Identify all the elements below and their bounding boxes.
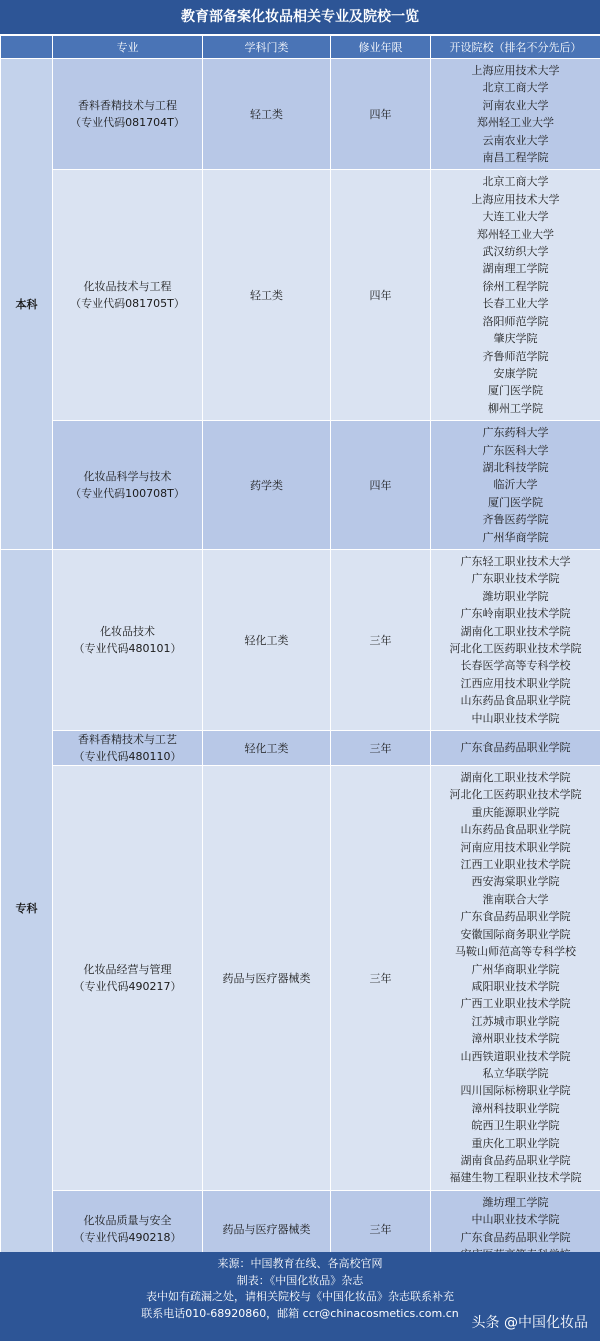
school-item: 河北化工医药职业技术学院	[449, 788, 582, 802]
school-item: 潍坊理工学院	[482, 1195, 549, 1209]
header-major: 专业	[53, 36, 203, 59]
major-name: 化妆品科学与技术	[83, 470, 172, 484]
major-code: （专业代码100708T）	[70, 487, 185, 501]
footer-contact: 联系电话010-68920860，邮箱 ccr@chinacosmetics.com.cn	[141, 1306, 459, 1320]
table-row	[1, 731, 600, 766]
school-item: 马鞍山师范高等专科学校	[455, 945, 576, 959]
table-row	[1, 549, 600, 730]
header-schools: 开设院校（排名不分先后）	[431, 36, 600, 59]
school-item: 北京工商大学	[482, 175, 549, 189]
schools-cell	[431, 731, 600, 766]
school-item: 广东食品药品职业学院	[460, 741, 571, 755]
school-item: 广东岭南职业技术学院	[460, 607, 571, 621]
school-item: 西安海棠职业学院	[471, 875, 560, 889]
years-cell: 四年	[331, 170, 431, 421]
school-item: 山东药品食品职业学院	[460, 694, 571, 708]
years-cell: 三年	[331, 731, 431, 766]
major-cell	[53, 766, 203, 1191]
school-item: 山东药品食品职业学院	[460, 823, 571, 837]
level-cell: 本科	[1, 59, 53, 550]
school-item: 江苏城市职业学院	[471, 1014, 560, 1028]
school-item: 大连工业大学	[482, 210, 549, 224]
major-code: （专业代码081705T）	[70, 297, 185, 311]
schools-cell	[431, 766, 600, 1191]
school-item: 湖南化工职业技术学院	[460, 771, 571, 785]
header-level-spacer	[1, 36, 53, 59]
major-code: （专业代码490217）	[73, 979, 182, 993]
years-cell: 三年	[331, 766, 431, 1191]
school-item: 湖南食品药品职业学院	[460, 1153, 571, 1167]
school-item: 上海应用技术大学	[471, 64, 560, 77]
school-item: 广西工业职业技术学院	[460, 997, 571, 1011]
school-item: 福建生物工程职业技术学院	[449, 1171, 582, 1185]
school-item: 江西工业职业技术学院	[460, 858, 571, 872]
school-item: 洛阳师范学院	[482, 314, 549, 328]
major-name: 化妆品技术	[100, 625, 155, 638]
category-cell: 药品与医疗器械类	[203, 766, 331, 1191]
majors-table	[0, 35, 600, 1267]
category-cell: 轻工类	[203, 59, 331, 170]
category-cell: 药学类	[203, 421, 331, 550]
major-name: 香料香精技术与工程	[78, 99, 177, 113]
school-item: 齐鲁师范学院	[482, 349, 549, 363]
school-item: 广东食品药品职业学院	[460, 1230, 571, 1244]
school-item: 江西应用技术职业学院	[460, 676, 571, 690]
major-code: （专业代码480101）	[73, 642, 182, 655]
footer	[0, 1252, 600, 1341]
table-row	[1, 59, 600, 170]
schools-cell	[431, 59, 600, 170]
school-item: 长春工业大学	[482, 297, 549, 311]
school-item: 临沂大学	[493, 478, 538, 492]
school-item: 徐州工程学院	[482, 279, 549, 293]
years-cell: 四年	[331, 421, 431, 550]
major-cell	[53, 421, 203, 550]
table-row	[1, 421, 600, 550]
school-item: 郑州轻工业大学	[477, 116, 554, 130]
school-item: 四川国际标榜职业学院	[460, 1084, 571, 1098]
category-cell: 轻工类	[203, 170, 331, 421]
major-code: （专业代码480110）	[73, 750, 182, 764]
school-item: 广东药科大学	[482, 426, 549, 440]
table-row	[1, 766, 600, 1191]
header-years: 修业年限	[331, 36, 431, 59]
school-item: 广东职业技术学院	[471, 572, 560, 586]
school-item: 广州华商职业学院	[471, 962, 560, 976]
category-cell: 药品与医疗器械类	[203, 1190, 331, 1267]
school-item: 河南应用技术职业学院	[460, 840, 571, 854]
school-item: 淮南联合大学	[482, 892, 549, 906]
school-item: 山西铁道职业技术学院	[460, 1049, 571, 1063]
school-item: 私立华联学院	[482, 1066, 549, 1080]
table-row	[1, 170, 600, 421]
school-item: 湖南理工学院	[482, 262, 549, 276]
school-item: 安徽国际商务职业学院	[460, 927, 571, 941]
school-item: 重庆化工职业学院	[471, 1136, 560, 1150]
years-cell: 四年	[331, 59, 431, 170]
footer-maker: 制表：《中国化妆品》杂志	[236, 1273, 364, 1287]
school-item: 武汉纺织大学	[482, 245, 549, 259]
major-name: 化妆品技术与工程	[83, 280, 172, 294]
school-item: 上海应用技术大学	[471, 192, 560, 206]
school-item: 肇庆学院	[493, 332, 538, 346]
school-item: 中山职业技术学院	[471, 1213, 560, 1227]
major-name: 化妆品质量与安全	[83, 1213, 172, 1227]
school-item: 中山职业技术学院	[471, 711, 560, 725]
school-item: 河南农业大学	[482, 98, 549, 112]
school-item: 漳州科技职业学院	[471, 1101, 560, 1115]
school-item: 咸阳职业技术学院	[471, 979, 560, 993]
school-item: 安康学院	[493, 366, 538, 380]
school-item: 南昌工程学院	[482, 151, 549, 165]
school-item: 云南农业大学	[482, 133, 549, 147]
school-item: 重庆能源职业学院	[471, 805, 560, 819]
schools-cell	[431, 421, 600, 550]
table-header-row	[1, 36, 600, 59]
school-item: 潍坊职业学院	[482, 589, 549, 603]
schools-cell	[431, 549, 600, 730]
major-cell	[53, 59, 203, 170]
school-item: 湖南化工职业技术学院	[460, 624, 571, 638]
category-cell: 轻化工类	[203, 549, 331, 730]
watermark: 头条 @中国化妆品	[471, 1315, 588, 1331]
school-item: 广东轻工职业技术大学	[460, 554, 571, 568]
major-name: 化妆品经营与管理	[83, 962, 172, 976]
school-item: 皖西卫生职业学院	[471, 1119, 560, 1133]
school-item: 广东食品药品职业学院	[460, 910, 571, 924]
schools-cell	[431, 170, 600, 421]
major-cell	[53, 731, 203, 766]
major-name: 香料香精技术与工艺	[78, 733, 177, 747]
years-cell: 三年	[331, 549, 431, 730]
school-item: 齐鲁医药学院	[482, 513, 549, 527]
school-item: 柳州工学院	[488, 401, 543, 415]
years-cell: 三年	[331, 1190, 431, 1267]
major-cell	[53, 549, 203, 730]
category-cell: 轻化工类	[203, 731, 331, 766]
major-code: （专业代码490218）	[73, 1230, 182, 1244]
school-item: 郑州轻工业大学	[477, 227, 554, 241]
school-item: 厦门医学院	[488, 384, 543, 398]
school-item: 河北化工医药职业技术学院	[449, 642, 582, 655]
school-item: 长春医学高等专科学校	[460, 659, 571, 673]
school-item: 北京工商大学	[482, 81, 549, 95]
page-title: 教育部备案化妆品相关专业及院校一览	[0, 0, 600, 35]
school-item: 广东医科大学	[482, 443, 549, 457]
header-category: 学科门类	[203, 36, 331, 59]
school-item: 广州华商学院	[482, 530, 549, 544]
footer-source: 来源：中国教育在线、各高校官网	[217, 1257, 383, 1270]
major-cell	[53, 170, 203, 421]
footer-note: 表中如有疏漏之处，请相关院校与《中国化妆品》杂志联系补充	[146, 1290, 454, 1303]
school-item: 漳州职业技术学院	[471, 1032, 560, 1046]
level-cell: 专科	[1, 549, 53, 1266]
school-item: 厦门医学院	[488, 495, 543, 509]
school-item: 湖北科技学院	[482, 460, 549, 474]
major-code: （专业代码081704T）	[70, 116, 185, 130]
